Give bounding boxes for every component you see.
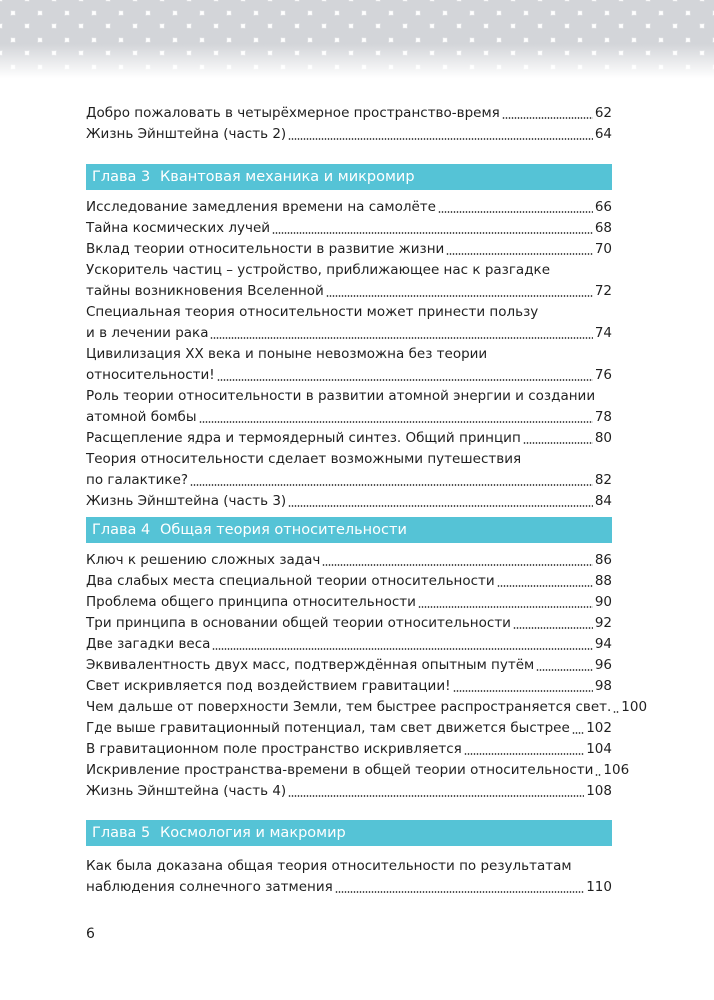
chapter-title: Общая теория относительности: [160, 522, 407, 538]
toc-entry-page: 92: [594, 615, 612, 631]
dot-leader: [288, 138, 593, 140]
toc-entry-title: Где выше гравитационный потенциал, там свет движется быстрее: [86, 720, 570, 736]
toc-entry[interactable]: [86, 697, 648, 718]
toc-entry-title: относительности!: [86, 367, 215, 383]
toc-entry-page: 108: [586, 783, 612, 799]
toc-entry: [86, 407, 612, 428]
toc-entry-page: 68: [594, 220, 612, 236]
dot-leader: [446, 253, 592, 255]
chapter-label: Глава 3: [92, 169, 151, 185]
toc-entry-multiline[interactable]: [86, 344, 612, 386]
toc-entry[interactable]: [86, 781, 612, 802]
dot-leader: [418, 606, 593, 608]
toc-entry-page: 74: [594, 325, 612, 341]
dot-leader: [210, 337, 592, 339]
toc-entry-title: Добро пожаловать в четырёхмерное пространство-время: [86, 105, 500, 121]
toc-entry-multiline[interactable]: [86, 449, 612, 491]
chapter-title: Квантовая механика и микромир: [160, 169, 415, 185]
toc-entry-title: Вклад теории относительности в развитие жизни: [86, 241, 445, 257]
dot-leader: [497, 585, 593, 587]
toc-entry-title: по галактике?: [86, 472, 189, 488]
decorative-dot-pattern: [0, 0, 714, 78]
toc-entry[interactable]: [86, 103, 612, 124]
toc-entry-title: Исследование замедления времени на самолёте: [86, 199, 436, 215]
toc-entry-multiline[interactable]: [86, 302, 612, 344]
chapter-title: Космология и макромир: [160, 825, 346, 841]
toc-entry[interactable]: [86, 676, 612, 697]
toc-entry[interactable]: [86, 592, 612, 613]
toc-entry-title: Жизнь Эйнштейна (часть 2): [86, 126, 287, 142]
toc-entry[interactable]: [86, 571, 612, 592]
toc-entry-page: 82: [594, 472, 612, 488]
toc-entry[interactable]: [86, 197, 612, 218]
toc-entry-title: Ключ к решению сложных задач: [86, 552, 321, 568]
toc-entry[interactable]: [86, 550, 612, 571]
toc-entry-page: 110: [586, 879, 612, 895]
toc-entry[interactable]: [86, 739, 612, 760]
dot-leader: [513, 627, 593, 629]
toc-entry: [86, 323, 612, 344]
toc-entry[interactable]: [86, 760, 630, 781]
toc-entry-page: 78: [594, 409, 612, 425]
toc-entry-page: 86: [594, 552, 612, 568]
chapter-4-header: [86, 517, 612, 543]
toc-entry-line1: Цивилизация XX века и поныне невозможна без теории: [86, 346, 488, 362]
toc-entry-page: 98: [594, 678, 612, 694]
dot-leader: [572, 732, 584, 734]
chapter-3-entries: [86, 197, 612, 512]
page-number: 6: [86, 926, 95, 942]
dot-leader: [217, 379, 593, 381]
dot-leader: [613, 711, 619, 713]
toc-entry-page: 104: [586, 741, 612, 757]
toc-entry[interactable]: [86, 634, 612, 655]
dot-leader: [212, 648, 592, 650]
toc-entry[interactable]: [86, 218, 612, 239]
toc-entry[interactable]: [86, 239, 612, 260]
toc-entry: [86, 470, 612, 491]
toc-entry-page: 84: [594, 493, 612, 509]
toc-entry-page: 88: [594, 573, 612, 589]
toc-continued: [86, 103, 612, 145]
toc-entry-title: Жизнь Эйнштейна (часть 4): [86, 783, 287, 799]
toc-entry-multiline[interactable]: [86, 260, 612, 302]
toc-entry-title: тайны возникновения Вселенной: [86, 283, 324, 299]
toc-entry[interactable]: [86, 613, 612, 634]
toc-entry-title: Расщепление ядра и термоядерный синтез. Общий принцип: [86, 430, 521, 446]
toc-entry-page: 106: [603, 762, 630, 778]
dot-leader: [326, 295, 593, 297]
toc-entry-title: Чем дальше от поверхности Земли, тем быстрее распространяется свет.: [86, 699, 612, 715]
toc-entry-page: 66: [594, 199, 612, 215]
toc-entry: [86, 281, 612, 302]
dot-leader: [464, 753, 584, 755]
toc-entry: [86, 877, 612, 898]
toc-entry-page: 62: [594, 105, 612, 121]
toc-entry-page: 102: [586, 720, 612, 736]
dot-leader: [438, 211, 593, 213]
dot-leader: [288, 505, 593, 507]
toc-entry-page: 64: [594, 126, 612, 142]
toc-entry-title: В гравитационном поле пространство искривляется: [86, 741, 462, 757]
dot-leader: [272, 232, 593, 234]
toc-entry-title: Тайна космических лучей: [86, 220, 271, 236]
toc-entry-page: 72: [594, 283, 612, 299]
chapter-5-header: [86, 820, 612, 846]
toc-entry-title: Свет искривляется под воздействием гравитации!: [86, 678, 451, 694]
toc-entry[interactable]: [86, 124, 612, 145]
toc-entry-line1: Ускоритель частиц – устройство, приближающее нас к разгадке: [86, 262, 550, 278]
toc-entry-title: Жизнь Эйнштейна (часть 3): [86, 493, 287, 509]
toc-entry-title: и в лечении рака: [86, 325, 209, 341]
chapter-5-entries: [86, 856, 612, 898]
dot-leader: [335, 891, 584, 893]
toc-entry-page: 70: [594, 241, 612, 257]
toc-entry: [86, 365, 612, 386]
toc-entry-title: Искривление пространства-времени в общей теории относительности: [86, 762, 594, 778]
toc-entry-page: 96: [594, 657, 612, 673]
toc-entry[interactable]: [86, 655, 612, 676]
toc-entry-line1: Специальная теория относительности может принести пользу: [86, 304, 539, 320]
dot-leader: [288, 795, 584, 797]
chapter-label: Глава 5: [92, 825, 151, 841]
toc-entry-page: 76: [594, 367, 612, 383]
toc-entry-multiline[interactable]: [86, 386, 612, 428]
dot-leader: [322, 564, 592, 566]
toc-entry-title: Эквивалентность двух масс, подтверждённая опытным путём: [86, 657, 535, 673]
toc-entry[interactable]: [86, 491, 612, 512]
dot-leader: [453, 690, 593, 692]
toc-entry-line1: Как была доказана общая теория относительности по результатам: [86, 858, 572, 874]
toc-entry-multiline[interactable]: [86, 856, 612, 898]
dot-leader: [502, 117, 593, 119]
toc-entry-page: 80: [594, 430, 612, 446]
toc-entry-title: Проблема общего принципа относительности: [86, 594, 416, 610]
toc-entry-line1: Роль теории относительности в развитии атомной энергии и создании: [86, 388, 596, 404]
toc-entry-line1: Теория относительности сделает возможными путешествия: [86, 451, 522, 467]
toc-entry-page: 94: [594, 636, 612, 652]
dot-leader: [190, 484, 593, 486]
toc-entry-page: 90: [594, 594, 612, 610]
chapter-label: Глава 4: [92, 522, 151, 538]
dot-leader: [595, 774, 601, 776]
toc-entry-page: 100: [621, 699, 648, 715]
dot-leader: [536, 669, 593, 671]
toc-entry-title: атомной бомбы: [86, 409, 197, 425]
toc-entry-title: Три принципа в основании общей теории относительности: [86, 615, 511, 631]
dot-leader: [199, 421, 593, 423]
toc-entry-title: наблюдения солнечного затмения: [86, 879, 333, 895]
dot-leader: [523, 442, 593, 444]
toc-entry-title: Два слабых места специальной теории относительности: [86, 573, 495, 589]
chapter-4-entries: [86, 550, 648, 802]
toc-entry[interactable]: [86, 428, 612, 449]
chapter-3-header: [86, 164, 612, 190]
toc-entry[interactable]: [86, 718, 612, 739]
toc-entry-title: Две загадки веса: [86, 636, 211, 652]
